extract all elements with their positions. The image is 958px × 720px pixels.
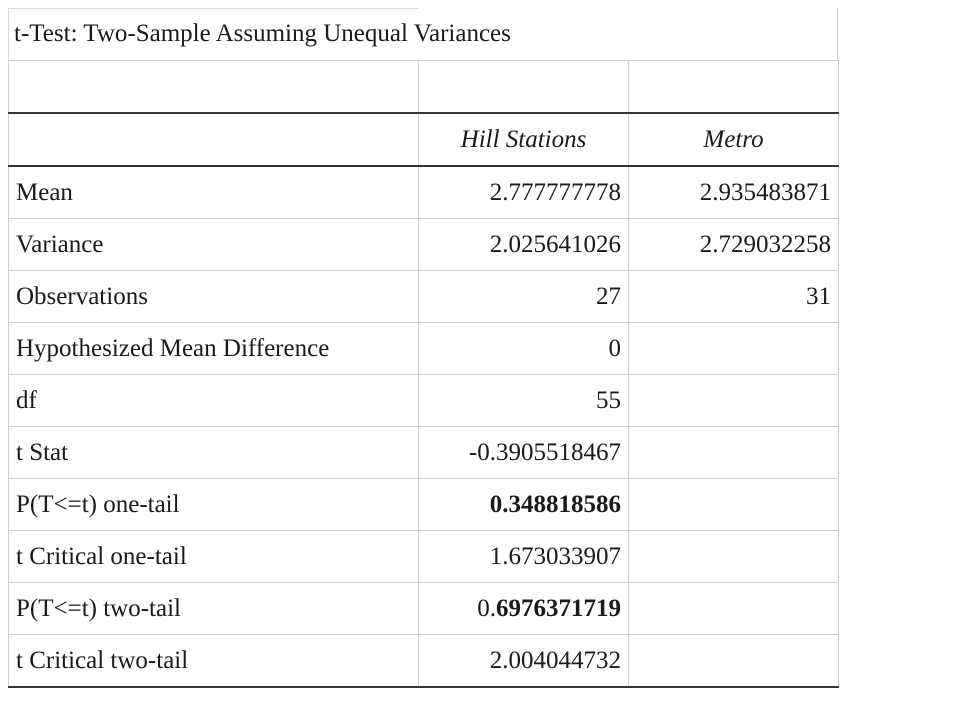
table-row <box>9 479 839 531</box>
ttest-table <box>8 60 839 688</box>
hill-value[interactable]: 2.004044732 <box>419 635 629 688</box>
row-label[interactable]: t Stat <box>9 427 419 479</box>
metro-value[interactable] <box>629 375 839 427</box>
header-cell[interactable] <box>9 113 419 166</box>
table-cell[interactable] <box>9 61 419 114</box>
table-row <box>9 635 839 688</box>
metro-value[interactable]: 2.935483871 <box>629 166 839 219</box>
blank-row <box>9 61 839 114</box>
table-row <box>9 323 839 375</box>
table-row <box>9 166 839 219</box>
results-sheet <box>8 8 838 688</box>
metro-value[interactable] <box>629 323 839 375</box>
hill-value[interactable]: 2.777777778 <box>419 166 629 219</box>
metro-value[interactable] <box>629 427 839 479</box>
table-cell[interactable] <box>419 61 629 114</box>
hill-value[interactable]: -0.3905518467 <box>419 427 629 479</box>
metro-value[interactable]: 2.729032258 <box>629 219 839 271</box>
row-label[interactable]: Observations <box>9 271 419 323</box>
value-prefix: 0. <box>477 594 496 622</box>
header-cell-hill-stations[interactable]: Hill Stations <box>419 113 629 166</box>
hill-value[interactable]: 0 <box>419 323 629 375</box>
table-row <box>9 271 839 323</box>
header-row <box>9 113 839 166</box>
value-bold-part: 6976371719 <box>496 594 621 622</box>
row-label[interactable]: t Critical one-tail <box>9 531 419 583</box>
table-cell[interactable] <box>629 61 839 114</box>
row-label[interactable]: df <box>9 375 419 427</box>
row-label[interactable]: Mean <box>9 166 419 219</box>
table-row <box>9 583 839 635</box>
metro-value[interactable] <box>629 531 839 583</box>
header-cell-metro[interactable]: Metro <box>629 113 839 166</box>
table-row <box>9 531 839 583</box>
row-label[interactable]: Hypothesized Mean Difference <box>9 323 419 375</box>
table-title: t-Test: Two-Sample Assuming Unequal Variances <box>8 8 838 60</box>
row-label[interactable]: Variance <box>9 219 419 271</box>
hill-value[interactable]: 1.673033907 <box>419 531 629 583</box>
hill-value[interactable]: 0.348818586 <box>419 479 629 531</box>
table-row <box>9 375 839 427</box>
row-label[interactable]: t Critical two-tail <box>9 635 419 688</box>
metro-value[interactable] <box>629 635 839 688</box>
hill-value[interactable]: 55 <box>419 375 629 427</box>
hill-value[interactable]: 2.025641026 <box>419 219 629 271</box>
table-row <box>9 219 839 271</box>
metro-value[interactable] <box>629 583 839 635</box>
hill-value[interactable] <box>419 583 629 635</box>
metro-value[interactable]: 31 <box>629 271 839 323</box>
hill-value[interactable]: 27 <box>419 271 629 323</box>
row-label[interactable]: P(T<=t) one-tail <box>9 479 419 531</box>
row-label[interactable]: P(T<=t) two-tail <box>9 583 419 635</box>
table-row <box>9 427 839 479</box>
metro-value[interactable] <box>629 479 839 531</box>
